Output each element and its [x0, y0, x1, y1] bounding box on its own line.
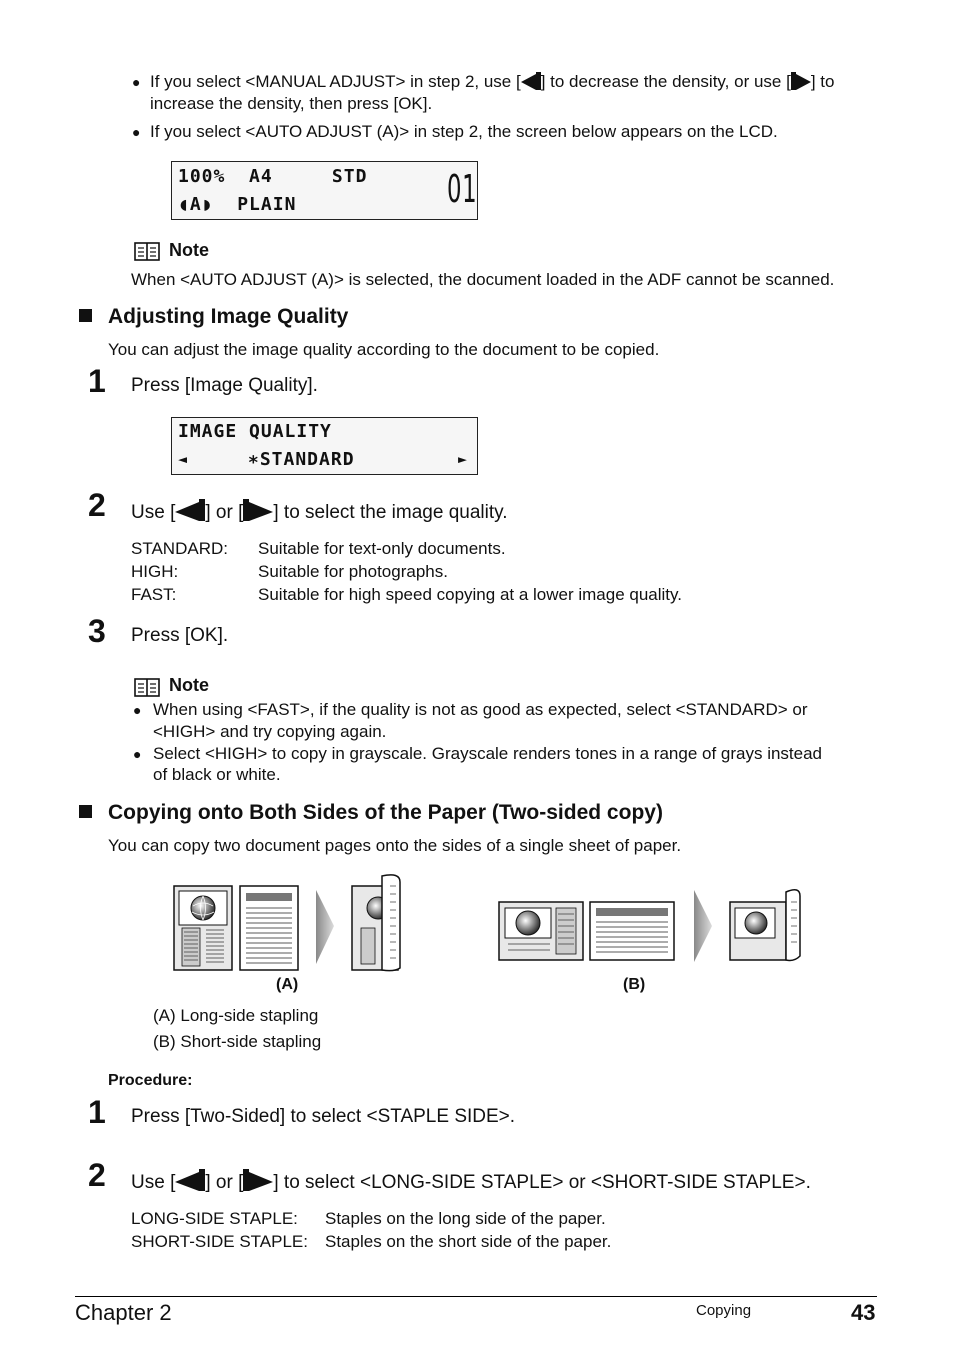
step-text: Press [Two-Sided] to select <STAPLE SIDE>.	[131, 1106, 516, 1127]
step-text: Use [ ] or [ ] to select the image quality.	[131, 499, 507, 524]
note-bullet-text-continued: of black or white.	[153, 765, 281, 784]
note-bullet-text: When using <FAST>, if the quality is not as good as expected, select <STANDARD> or	[153, 700, 808, 719]
two-sided-result-short-side	[730, 890, 800, 961]
definition-row: LONG-SIDE STAPLE: Staples on the long side of the paper.	[131, 1209, 606, 1228]
document-page-photo	[174, 886, 232, 970]
heading-square-icon	[79, 805, 92, 818]
footer-page-number: 43	[851, 1300, 876, 1325]
figure-legend-b: (B) Short-side stapling	[153, 1032, 322, 1051]
definition-row: STANDARD: Suitable for text-only documents.	[131, 539, 506, 558]
right-arrow-button-icon	[791, 72, 811, 90]
footer-chapter: Chapter 2	[75, 1300, 172, 1325]
note-book-icon	[134, 678, 160, 697]
bullet-dot: ●	[133, 702, 142, 718]
lcd-display-auto-adjust: 100% A4 STD 01 ◖A◗ PLAIN	[171, 161, 478, 220]
step-text: Press [OK].	[131, 625, 229, 646]
note-text: When <AUTO ADJUST (A)> is selected, the document loaded in the ADF cannot be scanned.	[131, 270, 835, 289]
lcd-option: ∗STANDARD	[248, 449, 355, 470]
landscape-page-text	[590, 902, 674, 960]
figure-legend-a: (A) Long-side stapling	[153, 1006, 319, 1025]
lcd-display-image-quality: IMAGE QUALITY ◄ ∗STANDARD ►	[171, 417, 478, 475]
step-number: 1	[88, 1094, 106, 1130]
definition-row: SHORT-SIDE STAPLE: Staples on the short side of the paper.	[131, 1232, 612, 1251]
figure-label-a: (A)	[276, 976, 299, 993]
step-number: 3	[88, 613, 106, 649]
step-number: 2	[88, 1157, 106, 1193]
bullet-dot: ●	[132, 124, 141, 140]
definition-row: FAST: Suitable for high speed copying at a lower image quality.	[131, 585, 682, 604]
note-title: Note	[169, 240, 209, 260]
two-sided-copy-illustration	[168, 868, 808, 1000]
landscape-page-photo	[499, 902, 583, 960]
arrow-right-icon	[694, 890, 712, 962]
bullet-text-continued: increase the density, then press [OK].	[150, 94, 433, 113]
step-number: 2	[88, 487, 106, 523]
two-sided-result-long-side	[352, 875, 400, 971]
step-text: Use [ ] or [ ] to select <LONG-SIDE STAPLE> or <SHORT-SIDE STAPLE>.	[131, 1169, 811, 1194]
lcd-copy-count: 01	[447, 167, 478, 211]
lcd-right-arrow-icon: ►	[458, 450, 469, 468]
section-intro: You can adjust the image quality according to the document to be copied.	[108, 340, 660, 359]
definition-row: HIGH: Suitable for photographs.	[131, 562, 448, 581]
note-book-icon	[134, 242, 160, 261]
arrow-right-icon	[316, 890, 334, 964]
note-title: Note	[169, 675, 209, 695]
left-arrow-button-icon	[175, 499, 205, 521]
section-intro: You can copy two document pages onto the sides of a single sheet of paper.	[108, 836, 682, 855]
bullet-text: If you select <AUTO ADJUST (A)> in step 2, the screen below appears on the LCD.	[150, 122, 778, 141]
right-arrow-button-icon	[243, 499, 273, 521]
density-right-icon: ◗	[201, 194, 214, 215]
bullet-dot: ●	[132, 74, 141, 90]
note-bullet-text-continued: <HIGH> and try copying again.	[153, 722, 387, 741]
left-arrow-button-icon	[175, 1169, 205, 1191]
document-page-text	[240, 886, 298, 970]
left-arrow-button-icon	[521, 72, 541, 90]
step-text: Press [Image Quality].	[131, 375, 318, 396]
bullet-text: If you select <MANUAL ADJUST> in step 2, use [ ] to decrease the density, or use [ ] to	[150, 72, 835, 91]
section-heading-image-quality: Adjusting Image Quality	[79, 305, 348, 329]
right-arrow-button-icon	[243, 1169, 273, 1191]
footer-section: Copying	[696, 1302, 752, 1319]
lcd-left-arrow-icon: ◄	[178, 450, 189, 468]
figure-label-b: (B)	[623, 976, 646, 993]
step-number: 1	[88, 363, 106, 399]
bullet-dot: ●	[133, 746, 142, 762]
section-heading-two-sided-copy: Copying onto Both Sides of the Paper (Two-sided copy)	[79, 801, 663, 825]
heading-square-icon	[79, 309, 92, 322]
footer-rule	[75, 1296, 877, 1297]
note-bullet-text: Select <HIGH> to copy in grayscale. Grayscale renders tones in a range of grays instead	[153, 744, 823, 763]
procedure-label: Procedure:	[108, 1072, 193, 1089]
density-left-icon: ◖	[178, 194, 190, 215]
